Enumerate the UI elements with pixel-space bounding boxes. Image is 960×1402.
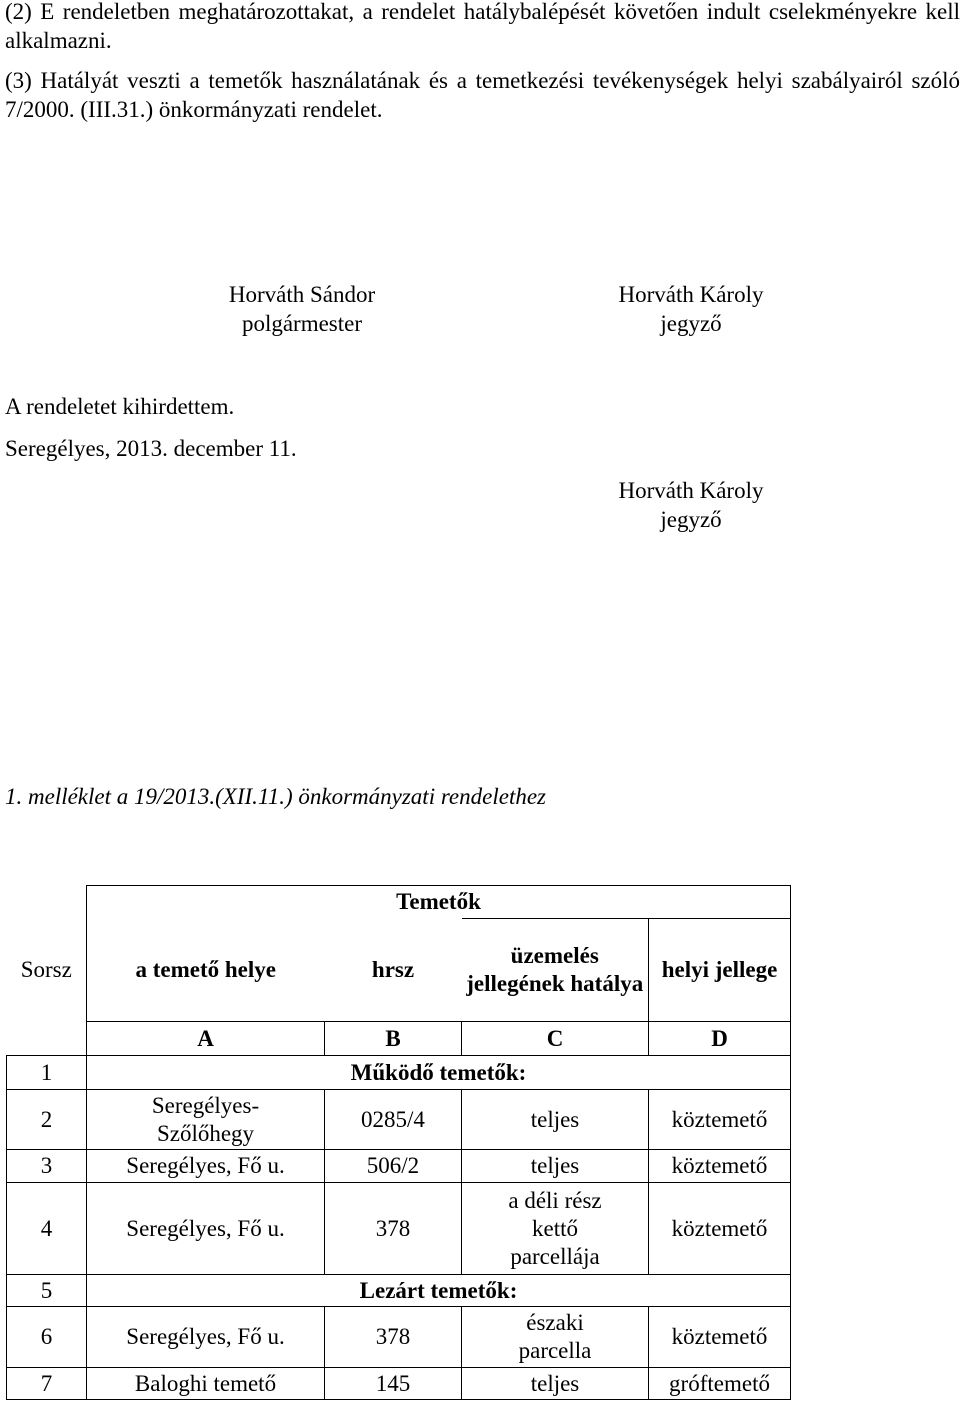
mayor-title: polgármester	[241, 311, 363, 336]
cell-helye: Baloghi temető	[87, 1368, 325, 1400]
table-row	[7, 1090, 791, 1150]
row-number: 6	[7, 1307, 87, 1368]
cell-jellege: köztemető	[649, 1307, 791, 1368]
header-hrsz: hrsz	[371, 956, 415, 982]
row-number: 5	[7, 1275, 87, 1307]
cell-helye: Seregélyes-Szőlőhegy	[87, 1090, 325, 1150]
letter-c: C	[462, 1022, 649, 1056]
cemetery-table	[6, 885, 791, 1400]
section-closed: Lezárt temetők:	[87, 1275, 791, 1307]
paragraph-2: (2) E rendeletben meghatározottakat, a rendelet hatálybalépését követően indult cselekményekre kell alkalmazni.	[5, 0, 960, 53]
cell-jellege: köztemető	[649, 1183, 791, 1275]
row-number: 1	[7, 1056, 87, 1090]
promulgation-clerk-name: Horváth Károly	[618, 478, 764, 503]
mayor-signature-block	[122, 280, 482, 338]
cell-hrsz: 378	[325, 1307, 462, 1368]
clerk-title: jegyző	[660, 311, 722, 336]
cell-jellege: gróftemető	[649, 1368, 791, 1400]
group-header: Temetők	[87, 886, 791, 919]
cell-hrsz: 378	[325, 1183, 462, 1275]
letter-b: B	[325, 1022, 462, 1056]
cell-jellege: köztemető	[649, 1150, 791, 1183]
promulgation-clerk-title: jegyző	[660, 507, 722, 532]
cell-jellege: köztemető	[649, 1090, 791, 1150]
header-jellege: helyi jellege	[649, 919, 791, 1022]
table-row	[7, 1056, 791, 1090]
cell-hatalya: a déli rész kettő parcellája	[462, 1183, 649, 1275]
paragraph-3: (3) Hatályát veszti a temetők használatának és a temetkezési tevékenységek helyi szabályairól szóló 7/2000. (III.31.) önkormányzati rendelet.	[5, 68, 960, 122]
header-helye: a temető helye	[87, 919, 325, 1022]
mayor-name: Horváth Sándor	[228, 282, 376, 307]
cell-hatalya: teljes	[462, 1150, 649, 1183]
annex-title: 1. melléklet a 19/2013.(XII.11.) önkormányzati rendelethez	[5, 784, 546, 809]
letter-a: A	[87, 1022, 325, 1056]
section-active: Működő temetők:	[87, 1056, 791, 1090]
cell-hatalya: teljes	[462, 1368, 649, 1400]
letter-d: D	[649, 1022, 791, 1056]
table-row	[7, 1275, 791, 1307]
header-sorsz: Sorsz	[7, 919, 87, 1022]
cell-hrsz: 145	[325, 1368, 462, 1400]
cell-helye: Seregélyes, Fő u.	[87, 1183, 325, 1275]
promulgation-clerk-block	[511, 476, 871, 534]
table-row	[7, 1150, 791, 1183]
cell-helye: Seregélyes, Fő u.	[87, 1150, 325, 1183]
cell-hrsz: 0285/4	[325, 1090, 462, 1150]
table-row	[7, 1368, 791, 1400]
cell-helye: Seregélyes, Fő u.	[87, 1307, 325, 1368]
table-row	[7, 1183, 791, 1275]
cell-hatalya: északi parcella	[462, 1307, 649, 1368]
row-number: 7	[7, 1368, 87, 1400]
promulgation-place-date: Seregélyes, 2013. december 11.	[5, 436, 297, 461]
row-number: 3	[7, 1150, 87, 1183]
table-row	[7, 1307, 791, 1368]
clerk-signature-block	[511, 280, 871, 338]
row-number: 2	[7, 1090, 87, 1150]
clerk-name: Horváth Károly	[618, 282, 764, 307]
header-hatalya: üzemelés jellegének hatálya	[462, 919, 649, 1022]
promulgation-statement: A rendeletet kihirdettem.	[5, 394, 235, 419]
cell-hrsz: 506/2	[325, 1150, 462, 1183]
cell-hatalya: teljes	[462, 1090, 649, 1150]
row-number: 4	[7, 1183, 87, 1275]
